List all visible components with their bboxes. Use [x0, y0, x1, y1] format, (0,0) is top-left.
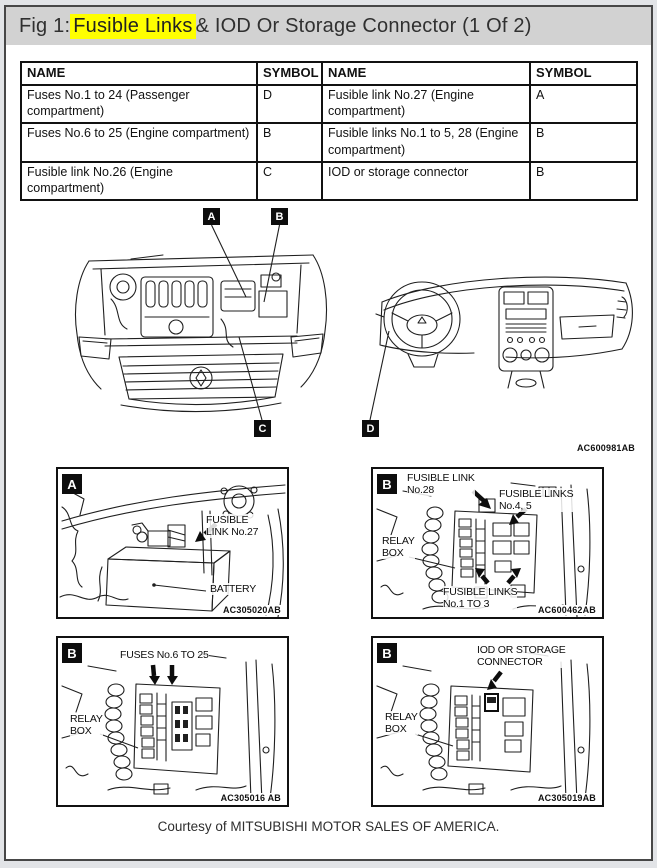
callout-a: A	[203, 208, 220, 225]
table-row	[21, 85, 637, 124]
engine-compartment-diagram	[71, 239, 331, 424]
col-header-symbol-1: SYMBOL	[257, 62, 322, 85]
relay-box-label: RELAY BOX	[70, 713, 103, 738]
callout-c: C	[254, 420, 271, 437]
detail-panel-a	[56, 467, 289, 619]
battery-label: BATTERY	[210, 583, 257, 595]
arrow-icon	[508, 568, 521, 583]
arrow-icon	[167, 665, 178, 685]
panel-letter: A	[62, 474, 82, 494]
table-header-row	[21, 62, 637, 85]
iod-connector-label: IOD OR STORAGE CONNECTOR	[477, 644, 566, 669]
panel-letter: B	[377, 474, 397, 494]
relay-box-label: RELAY BOX	[385, 711, 418, 736]
fusible-link-28-label: FUSIBLE LINK No.28	[407, 472, 475, 497]
courtesy-line: Courtesy of MITSUBISHI MOTOR SALES OF AMERICA.	[157, 819, 500, 834]
battery-leader-line	[152, 583, 206, 591]
cell-name: Fusible link No.27 (Engine compartment)	[322, 85, 530, 124]
arrow-icon	[487, 672, 501, 690]
panel-letter: B	[377, 643, 397, 663]
cell-symbol: B	[257, 123, 322, 162]
detail-panel-b-iod	[371, 636, 604, 807]
col-header-name-2: NAME	[322, 62, 530, 85]
arrow-icon	[149, 665, 160, 685]
cell-name: Fuses No.1 to 24 (Passenger compartment)	[21, 85, 257, 124]
relay-box-leader-line	[409, 557, 455, 568]
diagram-code: AC305016 AB	[220, 793, 281, 803]
cell-name: IOD or storage connector	[322, 162, 530, 201]
cell-symbol: D	[257, 85, 322, 124]
col-header-name-1: NAME	[21, 62, 257, 85]
detail-panel-b-fuses	[56, 636, 289, 807]
cell-symbol: B	[530, 162, 637, 201]
symbol-table	[20, 61, 638, 201]
arrow-icon	[475, 568, 488, 583]
dashboard-diagram	[374, 257, 642, 392]
figure-title-suffix: & IOD Or Storage Connector (1 Of 2)	[195, 14, 532, 37]
cell-symbol: A	[530, 85, 637, 124]
table-row	[21, 123, 637, 162]
panel-letter: B	[62, 643, 82, 663]
cell-name: Fusible link No.26 (Engine compartment)	[21, 162, 257, 201]
callout-d: D	[362, 420, 379, 437]
diagram-code: AC600981AB	[576, 443, 635, 453]
figure-title-prefix: Fig 1:	[19, 14, 71, 37]
relay-box-label: RELAY BOX	[382, 535, 415, 560]
manual-page	[4, 5, 653, 861]
relay-box-leader-line	[100, 734, 138, 748]
detail-panel-b-engine	[371, 467, 604, 619]
location-overview	[6, 194, 651, 456]
diagram-code: AC305019AB	[537, 793, 596, 803]
cell-name: Fuses No.6 to 25 (Engine compartment)	[21, 123, 257, 162]
search-highlight: Fusible Links	[70, 14, 195, 39]
diagram-code: AC305020AB	[222, 605, 281, 615]
fusible-links-45-label: FUSIBLE LINKS No.4, 5	[499, 488, 574, 513]
fusible-links-13-label: FUSIBLE LINKS No.1 TO 3	[443, 586, 518, 611]
arrow-icon	[473, 491, 491, 509]
col-header-symbol-2: SYMBOL	[530, 62, 637, 85]
callout-b: B	[271, 208, 288, 225]
fuses-6-25-label: FUSES No.6 TO 25	[120, 649, 209, 661]
fusible-link-27-label: FUSIBLE LINK No.27	[206, 514, 259, 539]
cell-symbol: B	[530, 123, 637, 162]
cell-name: Fusible links No.1 to 5, 28 (Engine compartment)	[322, 123, 530, 162]
diagram-code: AC600462AB	[537, 605, 596, 615]
figure-title-bar	[6, 7, 651, 45]
cell-symbol: C	[257, 162, 322, 201]
